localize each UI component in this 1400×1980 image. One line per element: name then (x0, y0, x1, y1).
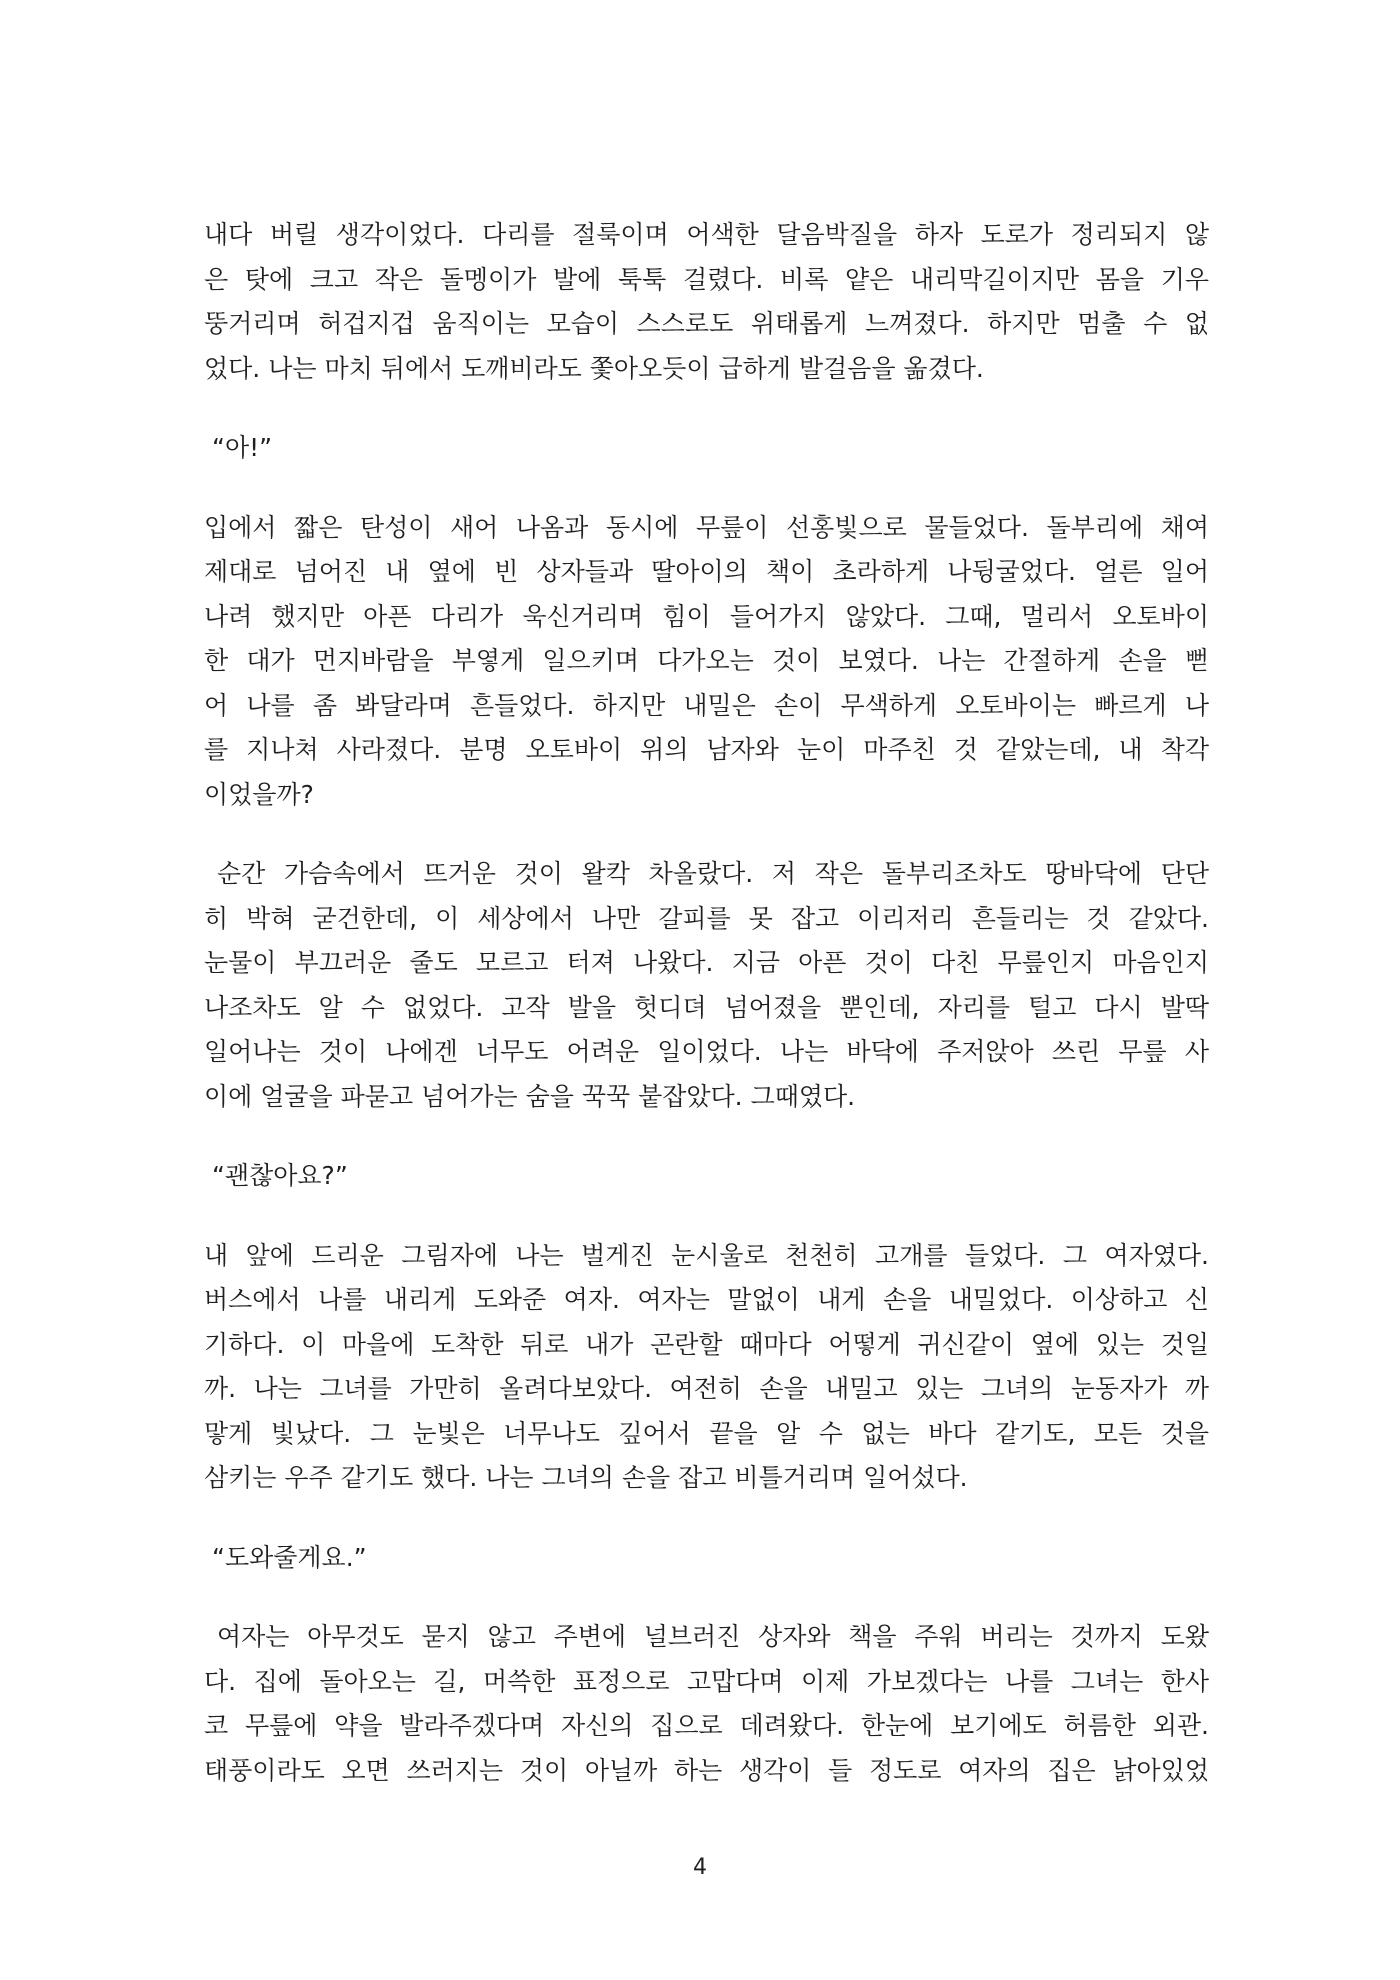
text-line: 내다 버릴 생각이었다. 다리를 절룩이며 어색한 달음박질을 하자 도로가 정리되지 않 (204, 220, 1209, 249)
text-line: 이에 얼굴을 파묻고 넘어가는 숨을 꾹꾹 붙잡았다. 그때였다. (204, 1081, 856, 1111)
text-line: 일어나는 것이 나에겐 너무도 어려운 일이었다. 나는 바닥에 주저앉아 쓰린 무릎 사 (204, 1037, 1209, 1066)
paragraph (204, 1234, 1209, 1501)
text-line: 나려 했지만 아픈 다리가 욱신거리며 힘이 들어가지 않았다. 그때, 멀리서 오토바이 (204, 601, 1209, 631)
text-line: 이었을까? (204, 779, 314, 809)
text-line: 은 탓에 크고 작은 돌멩이가 발에 툭툭 걸렸다. 비록 얕은 내리막길이지만 몸을 기우 (204, 264, 1209, 294)
paragraph (204, 213, 1209, 391)
dialogue-paragraph (204, 1536, 1209, 1581)
text-line: 제대로 넘어진 내 옆에 빈 상자들과 딸아이의 책이 초라하게 나뒹굴었다. 얼른 일어 (204, 557, 1209, 586)
text-line: 입에서 짧은 탄성이 새어 나옴과 동시에 무릎이 선홍빛으로 물들었다. 돌부리에 채여 (204, 512, 1209, 542)
paragraph (204, 506, 1209, 818)
text-line: 까. 나는 그녀를 가만히 올려다보았다. 여전히 손을 내밀고 있는 그녀의 눈동자가 까 (204, 1374, 1209, 1403)
text-line: 여자는 아무것도 묻지 않고 주변에 널브러진 상자와 책을 주워 버리는 것까지 도왔 (217, 1622, 1209, 1651)
text-line: 순간 가슴속에서 뜨거운 것이 왈칵 차올랐다. 저 작은 돌부리조차도 땅바닥에 단단 (217, 859, 1209, 888)
text-line: 나조차도 알 수 없었다. 고작 발을 헛디뎌 넘어졌을 뿐인데, 자리를 털고 다시 발딱 (204, 992, 1209, 1022)
paragraph (204, 852, 1209, 1119)
text-line: 삼키는 우주 같기도 했다. 나는 그녀의 손을 잡고 비틀거리며 일어섰다. (204, 1463, 968, 1492)
text-line: 눈물이 부끄러운 줄도 모르고 터져 나왔다. 지금 아픈 것이 다친 무릎인지 마음인지 (204, 948, 1209, 977)
dialogue-line: “도와줄게요.” (212, 1542, 367, 1572)
text-line: 코 무릎에 약을 발라주겠다며 자신의 집으로 데려왔다. 한눈에 보기에도 허름한 외관. (204, 1711, 1209, 1740)
text-line: 어 나를 좀 봐달라며 흔들었다. 하지만 내밀은 손이 무색하게 오토바이는 빠르게 나 (204, 690, 1209, 720)
text-line: 를 지나쳐 사라졌다. 분명 오토바이 위의 남자와 눈이 마주친 것 같았는데, 내 착각 (204, 735, 1209, 764)
text-line: 맣게 빛났다. 그 눈빛은 너무나도 깊어서 끝을 알 수 없는 바다 같기도, 모든 것을 (204, 1418, 1209, 1448)
text-line: 었다. 나는 마치 뒤에서 도깨비라도 쫓아오듯이 급하게 발걸음을 옮겼다. (204, 353, 984, 383)
text-line: 다. 집에 돌아오는 길, 머쓱한 표정으로 고맙다며 이제 가보겠다는 나를 그녀는 한사 (204, 1666, 1209, 1696)
text-line: 기하다. 이 마을에 도착한 뒤로 내가 곤란할 때마다 어떻게 귀신같이 옆에 있는 것일 (204, 1329, 1209, 1359)
text-line: 한 대가 먼지바람을 부옇게 일으키며 다가오는 것이 보였다. 나는 간절하게 손을 뻗 (204, 646, 1209, 675)
page-number: 4 (693, 1855, 707, 1880)
paragraph (204, 1615, 1209, 1793)
dialogue-line: “괜찮아요?” (212, 1161, 348, 1190)
dialogue-paragraph (204, 426, 1209, 471)
text-line: 버스에서 나를 내리게 도와준 여자. 여자는 말없이 내게 손을 내밀었다. 이상하고 신 (204, 1285, 1209, 1314)
text-line: 내 앞에 드리운 그림자에 나는 벌게진 눈시울로 천천히 고개를 들었다. 그 여자였다. (204, 1240, 1209, 1270)
dialogue-line: “아!” (212, 433, 273, 462)
dialogue-paragraph (204, 1154, 1209, 1199)
text-line: 뚱거리며 허겁지겁 움직이는 모습이 스스로도 위태롭게 느껴졌다. 하지만 멈출 수 없 (204, 309, 1209, 338)
text-line: 히 박혀 굳건한데, 이 세상에서 나만 갈피를 못 잡고 이리저리 흔들리는 것 같았다. (204, 903, 1209, 933)
body-text (204, 213, 1209, 1828)
text-line: 태풍이라도 오면 쓰러지는 것이 아닐까 하는 생각이 들 정도로 여자의 집은 낡아있었 (204, 1755, 1209, 1785)
